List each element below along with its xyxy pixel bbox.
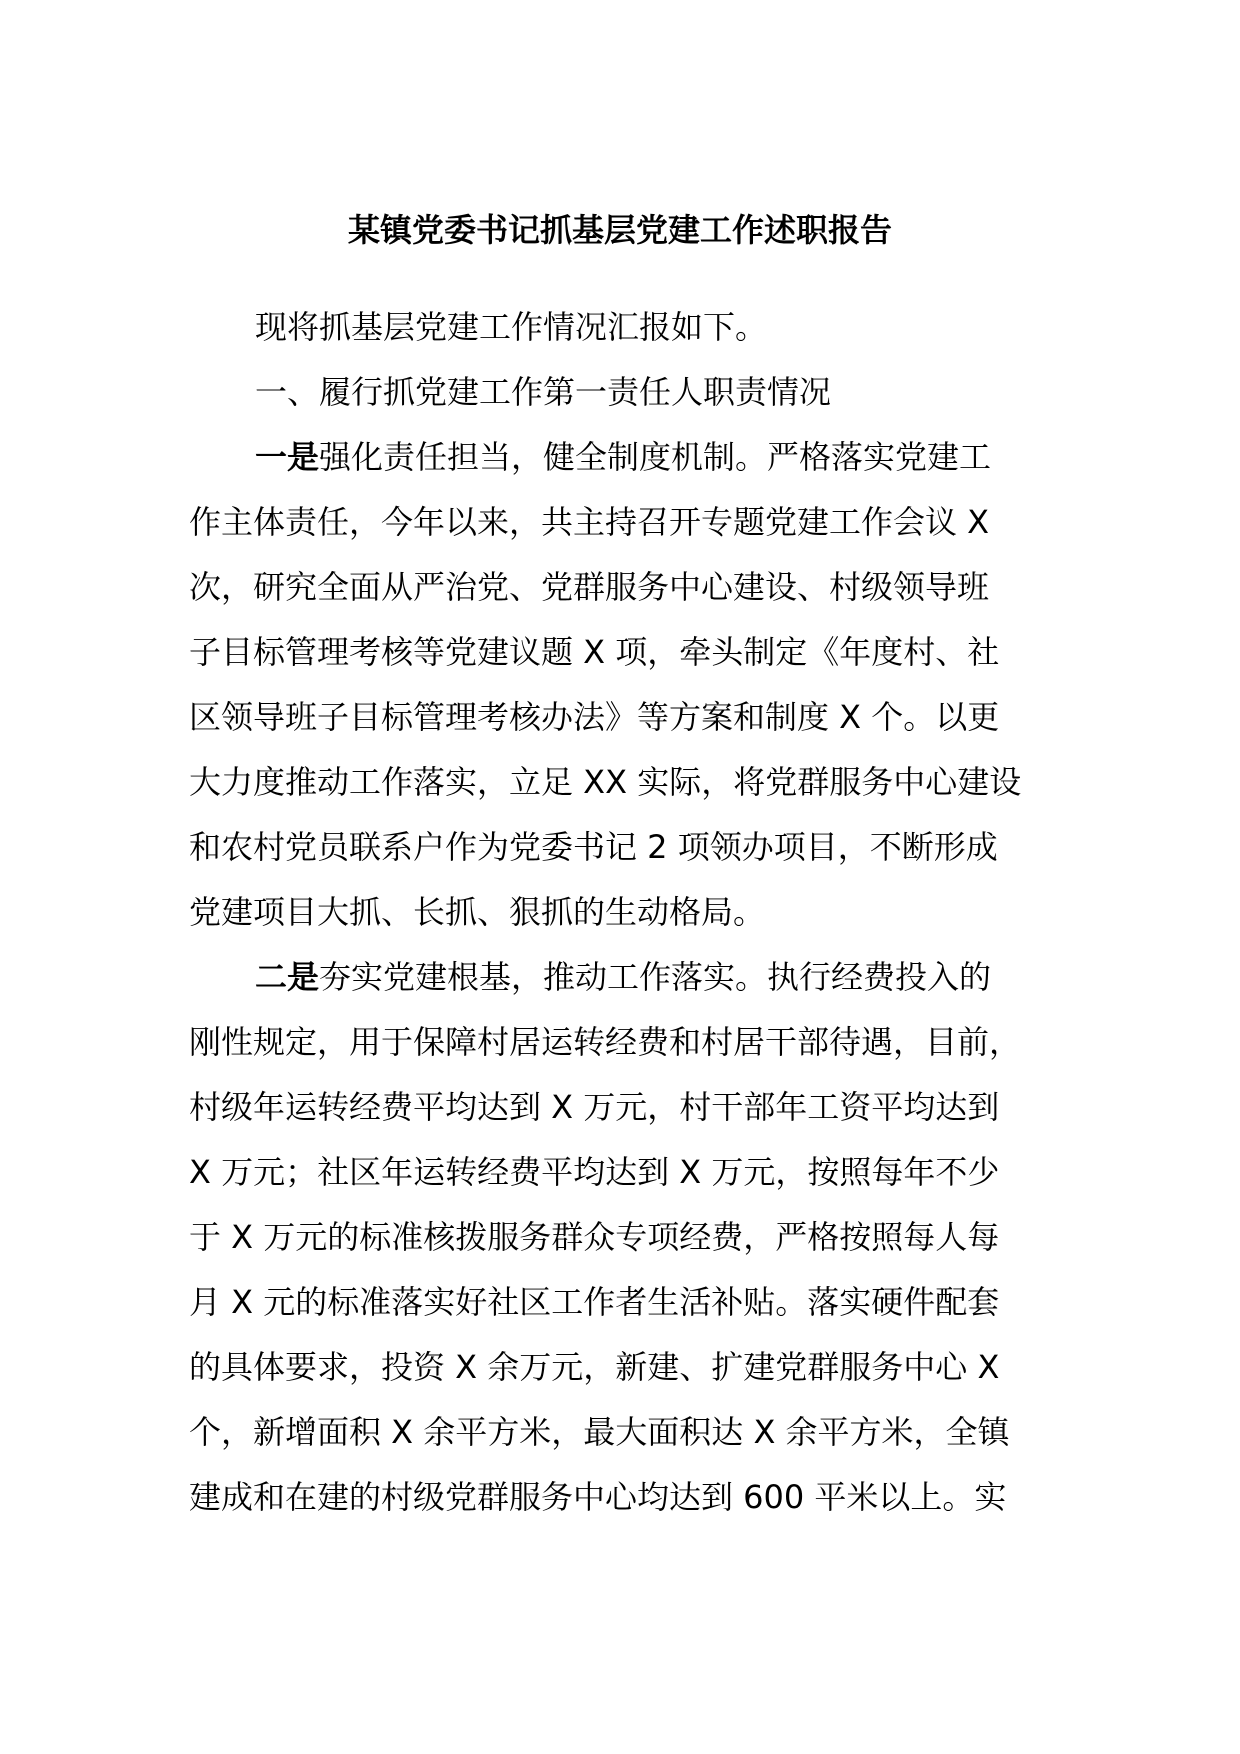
paragraph-line: 建成和在建的村级党群服务中心均达到 600 平米以上。实 <box>189 1478 1007 1516</box>
paragraph-lead: 一是 <box>255 438 320 476</box>
paragraph-line: 作主体责任，今年以来，共主持召开专题党建工作会议 X <box>189 503 990 541</box>
paragraph-line: 和农村党员联系户作为党委书记 2 项领办项目，不断形成 <box>189 828 998 866</box>
paragraph-line: 刚性规定，用于保障村居运转经费和村居干部待遇，目前， <box>189 1023 1022 1061</box>
paragraph-line: 月 X 元的标准落实好社区工作者生活补贴。落实硬件配套 <box>189 1283 1000 1321</box>
paragraph-text: 夯实党建根基，推动工作落实。执行经费投入的 <box>319 958 992 996</box>
paragraph-2 <box>189 945 1069 1530</box>
paragraph-line: 的具体要求，投资 X 余万元，新建、扩建党群服务中心 X <box>189 1348 1000 1386</box>
intro-paragraph: 现将抓基层党建工作情况汇报如下。 <box>255 308 768 346</box>
section-heading: 一、履行抓党建工作第一责任人职责情况 <box>255 373 832 411</box>
paragraph-line: 区领导班子目标管理考核办法》等方案和制度 X 个。以更 <box>189 698 1000 736</box>
paragraph-text: 强化责任担当，健全制度机制。严格落实党建工 <box>319 438 992 476</box>
paragraph-line: 子目标管理考核等党建议题 X 项，牵头制定《年度村、社 <box>189 633 1000 671</box>
paragraph-line: 村级年运转经费平均达到 X 万元，村干部年工资平均达到 <box>189 1088 1000 1126</box>
paragraph-lead: 二是 <box>255 958 320 996</box>
paragraph-line: 大力度推动工作落实，立足 XX 实际，将党群服务中心建设 <box>189 763 1022 801</box>
paragraph-line <box>189 425 1069 490</box>
paragraph-line: 个，新增面积 X 余平方米，最大面积达 X 余平方米，全镇 <box>189 1413 1010 1451</box>
paragraph-line: 次，研究全面从严治党、党群服务中心建设、村级领导班 <box>189 568 990 606</box>
paragraph-1 <box>189 425 1069 945</box>
document-body <box>189 295 1069 1530</box>
document-title: 某镇党委书记抓基层党建工作述职报告 <box>347 211 892 249</box>
paragraph-line: 党建项目大抓、长抓、狠抓的生动格局。 <box>189 893 766 931</box>
paragraph-line <box>189 945 1069 1010</box>
paragraph-line: 于 X 万元的标准核拨服务群众专项经费，严格按照每人每 <box>189 1218 1000 1256</box>
paragraph-line: X 万元；社区年运转经费平均达到 X 万元，按照每年不少 <box>189 1153 1000 1191</box>
